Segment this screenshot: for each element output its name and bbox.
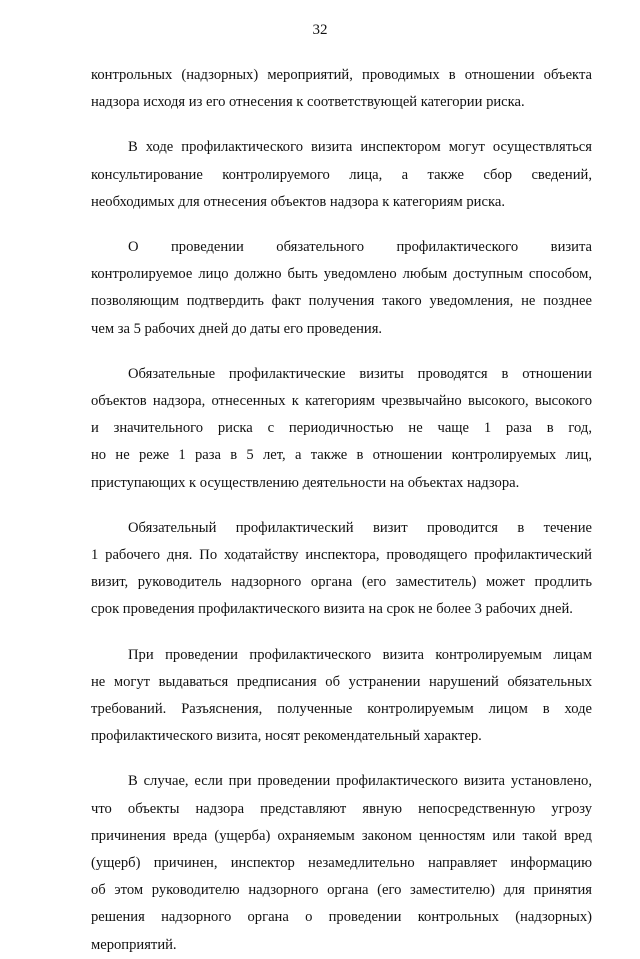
text-line: необходимых для отнесения объектов надзора к категориям риска. xyxy=(91,193,505,210)
text-line: требований. Разъяснения, полученные контролируемым лицом в ходе xyxy=(91,701,592,718)
text-line: При проведении профилактического визита контролируемым лицам xyxy=(128,646,592,663)
text-line: В случае, если при проведении профилактического визита установлено, xyxy=(128,773,592,790)
text-line: О проведении обязательного профилактического визита xyxy=(128,239,592,256)
paragraph xyxy=(91,515,592,624)
text-line: об этом руководителю надзорного органа (его заместителю) для принятия xyxy=(91,882,592,899)
text-line: объектов надзора, отнесенных к категориям чрезвычайно высокого, высокого xyxy=(91,393,592,410)
paragraph xyxy=(91,642,592,751)
paragraph xyxy=(91,768,592,958)
text-line: решения надзорного органа о проведении контрольных (надзорных) xyxy=(91,909,592,926)
page-number: 32 xyxy=(312,22,328,38)
text-line: приступающих к осуществлению деятельности на объектах надзора. xyxy=(91,474,520,491)
text-line: позволяющим подтвердить факт получения такого уведомления, не позднее xyxy=(91,293,592,310)
text-line: не могут выдаваться предписания об устранении нарушений обязательных xyxy=(91,673,592,690)
text-line: надзора исходя из его отнесения к соответствующей категории риска. xyxy=(91,94,525,111)
paragraph xyxy=(91,62,592,116)
document-body xyxy=(91,62,592,959)
text-line: что объекты надзора представляют явную непосредственную угрозу xyxy=(91,800,592,817)
text-line: и значительного риска с периодичностью не чаще 1 раза в год, xyxy=(91,420,592,437)
text-line: Обязательный профилактический визит проводится в течение xyxy=(128,519,592,536)
paragraph xyxy=(91,134,592,216)
text-line: контролируемое лицо должно быть уведомлено любым доступным способом, xyxy=(91,266,592,283)
text-line: Обязательные профилактические визиты проводятся в отношении xyxy=(128,365,592,382)
paragraph xyxy=(91,361,592,497)
text-line: причинения вреда (ущерба) охраняемым законом ценностям или такой вред xyxy=(91,827,592,844)
text-line: консультирование контролируемого лица, а также сбор сведений, xyxy=(91,166,592,183)
text-line: (ущерб) причинен, инспектор незамедлительно направляет информацию xyxy=(91,855,592,872)
text-line: контрольных (надзорных) мероприятий, проводимых в отношении объекта xyxy=(91,67,592,83)
text-line: В ходе профилактического визита инспектором могут осуществляться xyxy=(128,139,592,156)
text-line: визит, руководитель надзорного органа (его заместитель) может продлить xyxy=(91,574,592,591)
text-line: мероприятий. xyxy=(91,936,177,953)
text-line: чем за 5 рабочих дней до даты его проведения. xyxy=(91,320,383,337)
text-line: но не реже 1 раза в 5 лет, а также в отношении контролируемых лиц, xyxy=(91,447,592,464)
text-line: 1 рабочего дня. По ходатайству инспектора, проводящего профилактический xyxy=(91,547,592,564)
text-line: профилактического визита, носят рекомендательный характер. xyxy=(91,728,482,745)
text-line: срок проведения профилактического визита на срок не более 3 рабочих дней. xyxy=(91,601,573,618)
paragraph xyxy=(91,234,592,343)
